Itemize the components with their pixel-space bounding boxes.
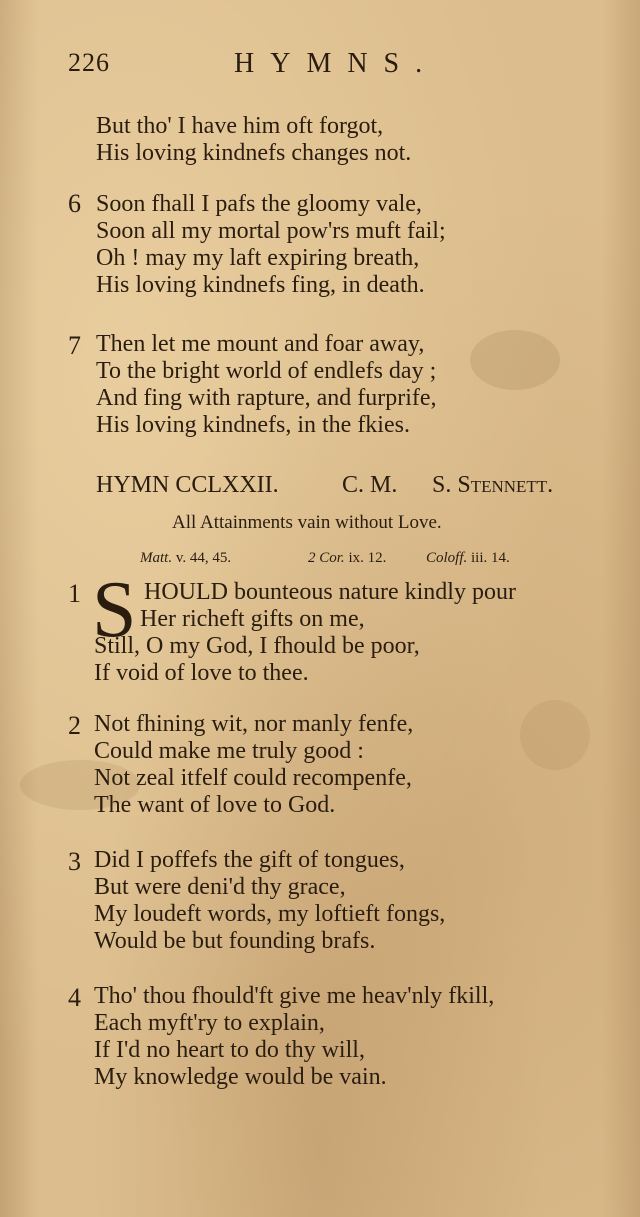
verse-line: If I'd no heart to do thy will,: [94, 1037, 365, 1063]
hymn-heading: [96, 472, 596, 504]
stanza-number: 4: [68, 983, 81, 1012]
verse-line: His loving kindnefs fing, in death.: [96, 272, 425, 298]
verse-line: His loving kindnefs changes not.: [96, 140, 412, 166]
stanza-number: 7: [68, 331, 81, 360]
verse-line: Not fhining wit, nor manly fenfe,: [94, 711, 414, 737]
page-number: 226: [68, 48, 110, 77]
verse-line: Her richeft gifts on me,: [140, 606, 365, 632]
verse-line: Would be but founding brafs.: [94, 928, 376, 954]
verse-line: Could make me truly good :: [94, 738, 364, 764]
first-word: HOULD: [144, 579, 228, 605]
first-line-rest: bounteous nature kindly pour: [234, 579, 516, 605]
verse-line: But tho' I have him oft forgot,: [96, 113, 384, 139]
reference-book: Matt.: [140, 550, 173, 566]
verse-line: Soon all my mortal pow'rs muft fail;: [96, 218, 446, 244]
hymn-meter: C. M.: [342, 472, 398, 498]
stanza-number: 6: [68, 189, 81, 218]
reference-book: 2 Cor.: [308, 550, 345, 566]
verse-line: But were deni'd thy grace,: [94, 874, 346, 900]
page-header: [68, 48, 508, 84]
verse-line: Not zeal itfelf could recompenfe,: [94, 765, 412, 791]
paper-stain: [470, 330, 560, 390]
reference: [140, 550, 231, 567]
verse-line: Each myft'ry to explain,: [94, 1010, 325, 1036]
verse-line: The want of love to God.: [94, 792, 336, 818]
verse-line: [144, 578, 516, 606]
verse-line: If void of love to thee.: [94, 660, 309, 686]
verse-line: Soon fhall I pafs the gloomy vale,: [96, 191, 422, 217]
reference: [426, 550, 510, 567]
verse-line: My knowledge would be vain.: [94, 1064, 387, 1090]
stanza-number: 1: [68, 579, 81, 608]
verse-line: His loving kindnefs, in the fkies.: [96, 412, 410, 438]
paper-stain: [520, 700, 590, 770]
reference-verse: v. 44, 45.: [175, 550, 232, 566]
verse-line: Tho' thou fhould'ft give me heav'nly fkill,: [94, 983, 495, 1009]
verse-line: Oh ! may my laft expiring breath,: [96, 245, 420, 271]
stanza-number: 2: [68, 711, 81, 740]
stanza-number: 3: [68, 847, 81, 876]
reference-verse: iii. 14.: [471, 550, 510, 566]
hymn-subtitle: All Attainments vain without Love.: [172, 512, 442, 533]
verse-line: And fing with rapture, and furprife,: [96, 385, 437, 411]
verse-line: Did I poffefs the gift of tongues,: [94, 847, 405, 873]
verse-line: To the bright world of endlefs day ;: [96, 358, 437, 384]
hymn-title: HYMN CCLXXII.: [96, 472, 279, 498]
hymn-author: S. Stennett.: [432, 472, 554, 498]
reference-book: Coloff.: [426, 550, 468, 566]
verse-line: My loudeft words, my loftieft fongs,: [94, 901, 446, 927]
verse-line: Then let me mount and foar away,: [96, 331, 425, 357]
reference-verse: ix. 12.: [348, 550, 387, 566]
drop-cap: S: [92, 566, 137, 654]
verse-line: Still, O my God, I fhould be poor,: [94, 633, 420, 659]
running-title: HYMNS.: [234, 48, 439, 79]
reference: [308, 550, 386, 567]
